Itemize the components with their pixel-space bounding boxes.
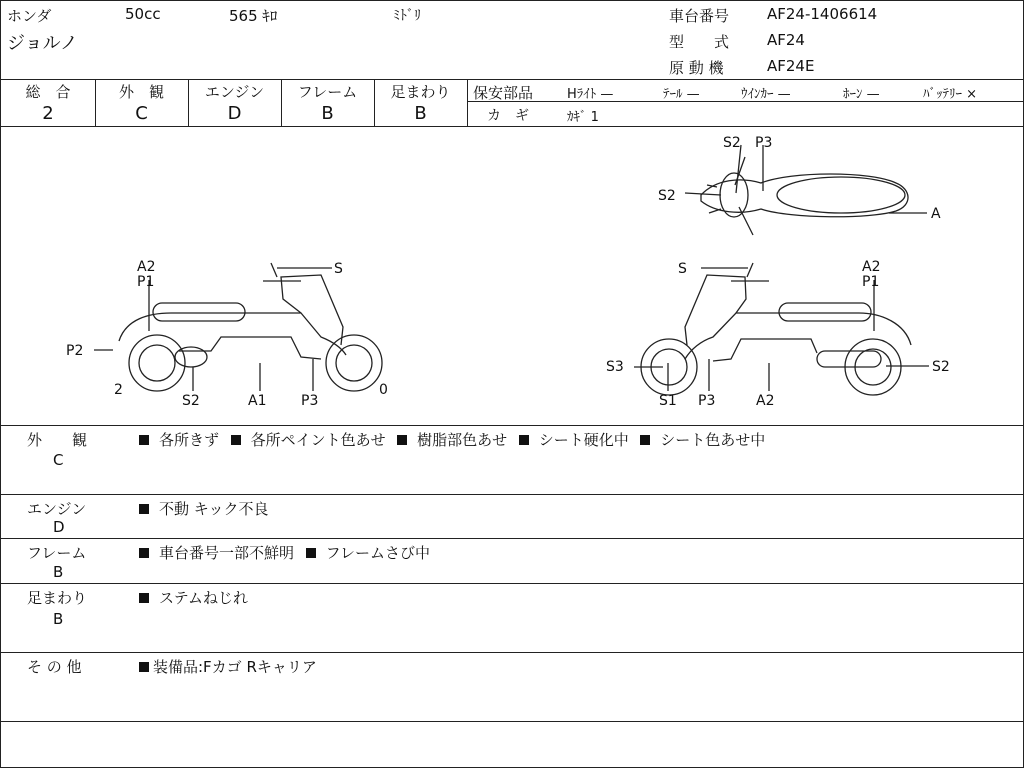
note-suspension-label: 足まわり: [27, 589, 88, 607]
label-right-s1: S1: [659, 393, 677, 409]
chassis-label: 車台番号: [669, 7, 730, 25]
note-other-label: そ の 他: [27, 658, 82, 676]
scooter-top-view: [685, 145, 927, 235]
scooter-diagram: [1, 127, 1023, 425]
label-right-a2: A2: [862, 259, 881, 275]
grade-engine-label: エンジン: [204, 83, 265, 101]
engine-label: 原 動 機: [669, 59, 724, 77]
label-left-s: S: [334, 261, 343, 277]
chassis-value: AF24-1406614: [767, 5, 878, 23]
note-engine-grade: D: [53, 518, 65, 536]
label-top-a: A: [931, 206, 941, 222]
grade-frame-value: B: [321, 103, 334, 124]
grade-suspension-value: B: [414, 103, 427, 124]
note-suspension-items: ステムねじれ: [137, 587, 248, 608]
label-left-p3: P3: [301, 393, 319, 409]
safety-label: 保安部品: [473, 84, 534, 102]
note-exterior-label: 外 観: [27, 431, 88, 449]
label-left-0: 0: [379, 382, 388, 398]
grade-frame-label: フレーム: [297, 83, 358, 101]
safety-taillight: ﾃｰﾙ —: [663, 87, 700, 102]
label-top-p3: P3: [755, 135, 773, 151]
note-frame-grade: B: [53, 563, 64, 581]
grade-total-label: 総 合: [25, 83, 71, 101]
key-value: ｶｷﾞ 1: [567, 110, 599, 125]
note-other-items: 装備品:Fカゴ Rキャリア: [137, 656, 317, 677]
note-engine-items: 不動 キック不良: [137, 498, 268, 519]
note-suspension-grade: B: [53, 610, 64, 628]
grade-exterior-label: 外 観: [118, 83, 164, 101]
note-frame-items: 車台番号一部不鮮明 フレームさび中: [137, 542, 430, 563]
mileage: 565 ｷﾛ: [229, 7, 278, 25]
scooter-right-view: [634, 263, 929, 395]
label-right-p3: P3: [698, 393, 716, 409]
safety-headlight: Hﾗｲﾄ —: [567, 87, 614, 102]
label-left-2: 2: [114, 382, 123, 398]
note-exterior-items: 各所きず 各所ペイント色あせ 樹脂部色あせ シート硬化中 シート色あせ中: [137, 429, 765, 450]
safety-horn: ﾎｰﾝ —: [843, 87, 880, 102]
model-name: ジョルノ: [7, 33, 78, 54]
label-left-a1: A1: [248, 393, 267, 409]
label-left-p1: P1: [137, 274, 155, 290]
grade-exterior-value: C: [135, 103, 148, 124]
note-frame-label: フレーム: [27, 544, 87, 562]
maker: ホンダ: [7, 7, 52, 25]
label-top-s2-left: S2: [658, 188, 676, 204]
label-right-p1: P1: [862, 274, 880, 290]
grade-total-value: 2: [42, 103, 54, 124]
label-left-s2: S2: [182, 393, 200, 409]
safety-battery: ﾊﾞｯﾃﾘｰ ×: [923, 87, 978, 102]
safety-winker: ｳｲﾝｶｰ —: [741, 87, 791, 102]
grade-engine-value: D: [227, 103, 242, 124]
key-label: カ ギ: [487, 108, 529, 124]
label-right-s: S: [678, 261, 687, 277]
label-top-s2: S2: [723, 135, 741, 151]
label-right-s3: S3: [606, 359, 624, 375]
label-left-p2: P2: [66, 343, 84, 359]
type-label: 型 式: [669, 33, 730, 51]
note-exterior-grade: C: [53, 451, 64, 469]
engine-value: AF24E: [767, 57, 815, 75]
label-right-a2-bottom: A2: [756, 393, 775, 409]
label-right-s2: S2: [932, 359, 950, 375]
label-left-a2: A2: [137, 259, 156, 275]
type-value: AF24: [767, 31, 805, 49]
displacement: 50cc: [125, 5, 161, 23]
grade-suspension-label: 足まわり: [390, 83, 451, 101]
body-color: ﾐﾄﾞﾘ: [393, 8, 421, 24]
note-engine-label: エンジン: [27, 500, 87, 518]
